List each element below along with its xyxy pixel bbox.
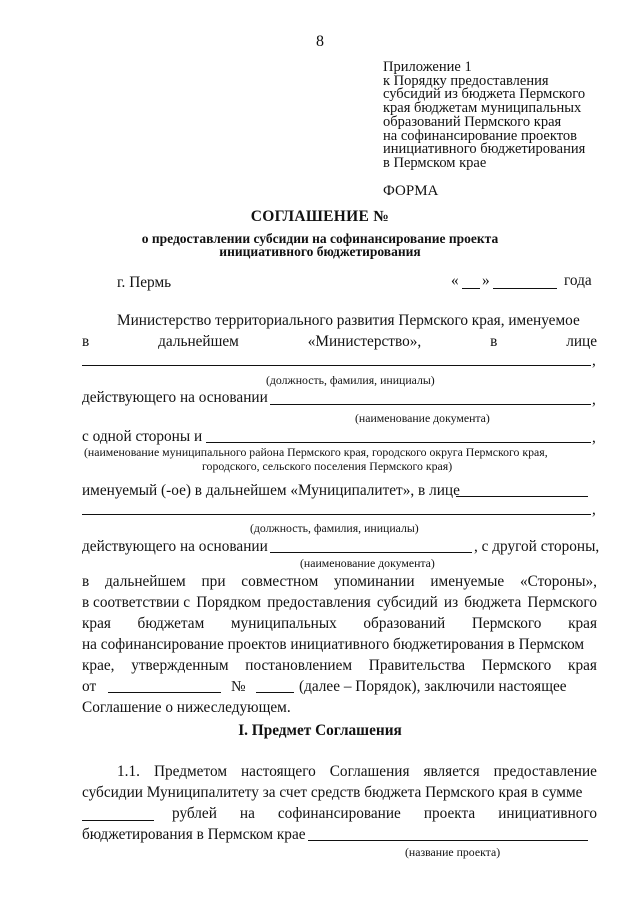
word: совместном xyxy=(241,573,319,590)
caption-document: (наименование документа) xyxy=(300,556,435,570)
acting-basis: действующего на основании xyxy=(82,538,268,555)
word: «Министерство», xyxy=(307,333,422,350)
subtitle-line: о предоставлении субсидии на софинансирование проекта xyxy=(141,231,499,246)
word: Соглашения xyxy=(329,763,410,780)
fill-line-position xyxy=(82,365,591,366)
joint-number-sign: № xyxy=(231,678,246,695)
word: края xyxy=(82,615,111,632)
word: Предметом xyxy=(153,763,227,780)
joint-line: на софинансирование проектов инициативного бюджетирования в Пермском xyxy=(82,636,585,653)
fill-line-position2 xyxy=(82,514,591,515)
appendix-line: в Пермском крае xyxy=(383,154,487,171)
word: края xyxy=(568,657,597,674)
section-heading: I. Предмет Соглашения xyxy=(238,722,402,739)
fill-line-project-name xyxy=(308,840,588,841)
document-subtitle xyxy=(0,232,640,258)
section-line: бюджетирования в Пермском крае xyxy=(82,826,306,843)
word: субсидий xyxy=(376,594,438,611)
word: в xyxy=(82,333,90,350)
word: на xyxy=(239,805,255,822)
appendix-block xyxy=(383,61,585,171)
word: лице xyxy=(566,333,597,350)
date-month-line xyxy=(493,288,557,289)
comma: , xyxy=(592,352,596,369)
one-side: с одной стороны и xyxy=(82,428,203,445)
joint-line xyxy=(82,573,597,591)
appendix-line: к Порядку предоставления xyxy=(383,72,549,89)
word: в соответствии с xyxy=(82,594,191,611)
caption-municipality: (наименование муниципального района Пермского края, городского округа Пермского края, xyxy=(84,445,548,459)
word: при xyxy=(201,573,226,590)
appendix-line: Приложение 1 xyxy=(383,59,472,75)
word: именуемые xyxy=(430,573,505,590)
word: предоставления xyxy=(267,594,371,611)
section-line xyxy=(117,763,597,781)
word: утвержденным xyxy=(131,657,229,674)
word: инициативного xyxy=(498,805,597,822)
joint-line: (далее – Порядок), заключили настоящее xyxy=(299,678,567,695)
fill-line-municipality xyxy=(206,442,591,443)
fill-line-amount xyxy=(82,820,154,821)
word: в xyxy=(490,333,498,350)
word: предоставление xyxy=(493,763,597,780)
city: г. Пермь xyxy=(117,274,172,291)
ministry-line-justified xyxy=(82,333,597,351)
appendix-line: образований Пермского края xyxy=(383,113,562,130)
fill-line-decree-number xyxy=(256,692,294,693)
word: проекта xyxy=(423,805,476,822)
fill-line-document2 xyxy=(270,552,472,553)
word: крае, xyxy=(82,657,115,674)
joint-line xyxy=(82,615,597,633)
appendix-line: на софинансирование проектов xyxy=(383,127,577,144)
word: софинансирование xyxy=(277,805,401,822)
joint-from: от xyxy=(82,678,97,695)
word: постановлением xyxy=(245,657,353,674)
subtitle-line: инициативного бюджетирования xyxy=(219,244,421,259)
comma: , xyxy=(592,391,596,408)
page-number: 8 xyxy=(316,33,324,50)
joint-line xyxy=(82,657,597,675)
word: муниципальных xyxy=(230,615,337,632)
fill-line-document xyxy=(270,404,591,405)
word: упоминании xyxy=(334,573,415,590)
word: является xyxy=(423,763,480,780)
word: бюджета xyxy=(464,594,522,611)
caption-position: (должность, фамилия, инициалы) xyxy=(266,373,435,387)
appendix-line: инициативного бюджетирования xyxy=(383,141,586,158)
word: Пермского xyxy=(481,657,552,674)
other-side: , с другой стороны, xyxy=(474,538,600,555)
form-label: ФОРМА xyxy=(383,183,439,199)
date-close-quote: » xyxy=(482,272,490,289)
document-title: СОГЛАШЕНИЕ № xyxy=(250,208,390,225)
section-line: субсидии Муниципалитету за счет средств бюджета Пермского края в сумме xyxy=(82,784,583,801)
word: «Стороны», xyxy=(519,573,597,590)
word: из xyxy=(443,594,459,611)
caption-position: (должность, фамилия, инициалы) xyxy=(250,521,419,535)
fill-line-person xyxy=(456,496,588,497)
municipality-named: именуемый (-ое) в дальнейшем «Муниципалитет», в лице xyxy=(82,482,460,499)
word: рублей xyxy=(172,805,217,822)
appendix-line: края бюджетам муниципальных xyxy=(383,100,582,117)
joint-line: Соглашение о нижеследующем. xyxy=(82,699,291,716)
word: края xyxy=(568,615,597,632)
word: дальнейшем xyxy=(105,573,186,590)
word: Пермского xyxy=(471,615,542,632)
caption-document: (наименование документа) xyxy=(355,411,490,425)
ministry-line: Министерство территориального развития Пермского края, именуемое xyxy=(117,312,580,329)
word: Правительства xyxy=(368,657,466,674)
word: бюджетам xyxy=(137,615,205,632)
acting-basis: действующего на основании xyxy=(82,389,268,406)
fill-line-decree-date xyxy=(108,692,221,693)
comma: , xyxy=(592,429,596,446)
comma: , xyxy=(592,501,596,518)
word: в xyxy=(82,573,90,590)
word: дальнейшем xyxy=(158,333,239,350)
date-day-line xyxy=(462,288,480,289)
word: Порядком xyxy=(196,594,262,611)
appendix-line: субсидий из бюджета Пермского xyxy=(383,86,586,103)
caption-project: (название проекта) xyxy=(405,845,501,859)
section-line xyxy=(172,805,597,823)
joint-line xyxy=(82,594,597,612)
caption-municipality: городского, сельского поселения Пермского края) xyxy=(202,459,453,473)
word: Пермского xyxy=(527,594,597,611)
date-year-word: года xyxy=(564,272,592,289)
date-open-quote: « xyxy=(451,272,459,289)
word: 1.1. xyxy=(117,763,140,780)
word: образований xyxy=(363,615,446,632)
word: настоящего xyxy=(240,763,316,780)
